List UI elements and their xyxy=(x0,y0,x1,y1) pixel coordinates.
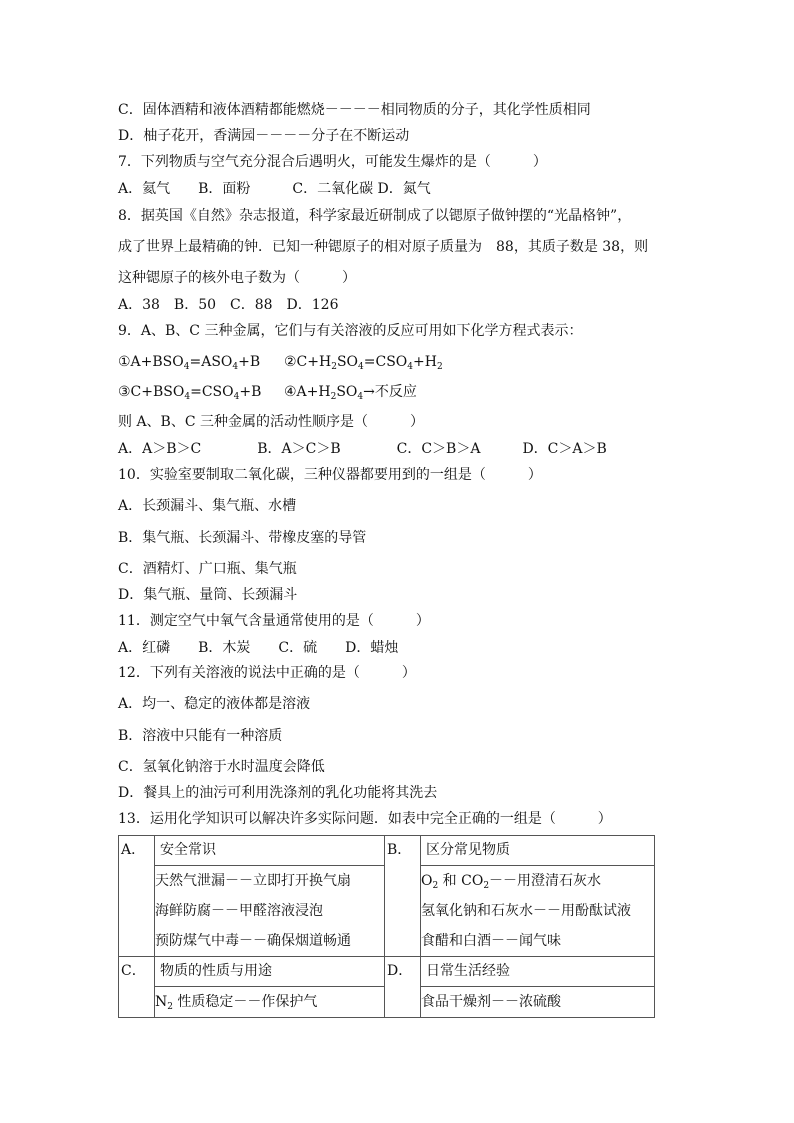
text: A．氦气 B．面粉 C．二氧化碳 D．氮气 xyxy=(118,181,431,197)
text: 则 A、B、C 三种金属的活动性顺序是（ ） xyxy=(118,414,425,430)
text: 11．测定空气中氧气含量通常使用的是（ ） xyxy=(118,613,430,629)
subscript: 4 xyxy=(183,362,190,372)
subscript: 2 xyxy=(330,392,337,402)
text: D．柚子花开，香满园－－－－分子在不断运动 xyxy=(118,128,410,144)
option-d-line xyxy=(118,126,409,146)
equation-2 xyxy=(284,352,443,372)
question-10 xyxy=(118,465,542,485)
option-c-line xyxy=(118,100,591,120)
question-9-prompt xyxy=(118,412,424,432)
text: 这种锶原子的核外电子数为（ ） xyxy=(118,270,356,286)
subscript: 4 xyxy=(358,362,364,372)
text: B．溶液中只能有一种溶质 xyxy=(118,728,283,744)
eq-part: +H xyxy=(413,354,437,370)
subscript: 2 xyxy=(167,1002,173,1012)
text: N xyxy=(155,994,168,1010)
equation-1 xyxy=(118,352,260,372)
table-item: 食品干燥剂－－浓硫酸 xyxy=(421,994,561,1010)
table-body-a xyxy=(155,866,385,957)
subscript: 2 xyxy=(331,362,337,372)
equation-4 xyxy=(284,382,417,402)
question-9 xyxy=(118,321,582,341)
table-item xyxy=(155,987,384,1017)
label-b: B． xyxy=(387,842,412,858)
question-11-options xyxy=(118,638,398,658)
question-10-d xyxy=(118,585,297,605)
eq-part: =ASO xyxy=(189,354,233,370)
question-8-options xyxy=(118,295,339,315)
question-11 xyxy=(118,611,430,631)
question-8-line3 xyxy=(118,268,356,288)
subscript: 4 xyxy=(407,362,413,372)
table-item: 预防煤气中毒－－确保烟道畅通 xyxy=(155,933,351,949)
eq-part: →不反应 xyxy=(363,384,417,400)
knowledge-table xyxy=(118,835,655,1018)
subscript: 2 xyxy=(483,881,490,891)
eq-part: ③C+BSO xyxy=(118,384,185,400)
table-head-d: 日常生活经验 xyxy=(421,957,655,987)
text: 9．A、B、C 三种金属，它们与有关溶液的反应可用如下化学方程式表示： xyxy=(118,323,583,339)
table-row xyxy=(119,836,655,866)
question-12-d xyxy=(118,783,437,803)
table-body-d xyxy=(421,987,655,1018)
table-head-a: 安全常识 xyxy=(155,836,385,866)
question-12 xyxy=(118,663,416,683)
eq-part: SO xyxy=(336,384,358,400)
text: 成了世界上最精确的钟．已知一种锶原子的相对原子质量为 88，其质子数是 38，则 xyxy=(118,239,649,255)
subscript: 4 xyxy=(233,392,240,402)
eq-part: ①A+BSO xyxy=(118,354,184,370)
subscript: 4 xyxy=(184,392,191,402)
question-9-options xyxy=(118,439,607,459)
question-7 xyxy=(118,152,547,172)
question-12-b xyxy=(118,726,282,746)
text: A．均一、稳定的液体都是溶液 xyxy=(118,696,311,712)
table-cell-label-c xyxy=(119,957,155,1018)
table-item xyxy=(421,866,654,896)
eq-part: SO xyxy=(336,354,359,370)
text: －－用澄清石灰水 xyxy=(489,873,602,889)
equation-3 xyxy=(118,382,261,402)
text: 10．实验室要制取二氧化碳，三种仪器都要用到的一组是（ ） xyxy=(118,467,542,483)
table-item: 天然气泄漏－－立即打开换气扇 xyxy=(155,873,351,889)
text: D．集气瓶、量筒、长颈漏斗 xyxy=(118,587,298,603)
table-cell-label-d xyxy=(385,957,421,1018)
text: A．A＞B＞C B．A＞C＞B C．C＞B＞A D．C＞A＞B xyxy=(118,441,607,457)
text: 和 CO xyxy=(438,873,484,889)
question-12-a xyxy=(118,694,310,714)
question-7-options xyxy=(118,179,431,199)
text: D．餐具上的油污可利用洗涤剂的乳化功能将其洗去 xyxy=(118,785,438,801)
text: 12．下列有关溶液的说法中正确的是（ ） xyxy=(118,665,416,681)
question-12-c xyxy=(118,757,325,777)
table-head-b: 区分常见物质 xyxy=(421,836,655,866)
label-a: A． xyxy=(121,842,146,858)
text: C．固体酒精和液体酒精都能燃烧－－－－相同物质的分子，其化学性质相同 xyxy=(118,102,591,118)
question-8-line2 xyxy=(118,237,648,257)
text: O xyxy=(421,873,433,889)
table-item: 海鲜防腐－－甲醛溶液浸泡 xyxy=(155,903,323,919)
question-13 xyxy=(118,809,612,829)
question-10-a xyxy=(118,496,296,516)
table-cell-label-a xyxy=(119,836,155,957)
table-item: 食醋和白酒－－闻气味 xyxy=(421,933,561,949)
table-row xyxy=(119,957,655,987)
eq-part: +B xyxy=(238,354,261,370)
text: A．长颈漏斗、集气瓶、水槽 xyxy=(118,498,297,514)
text: 13．运用化学知识可以解决许多实际问题．如表中完全正确的一组是（ ） xyxy=(118,811,612,827)
subscript: 4 xyxy=(232,362,239,372)
table-cell-label-b xyxy=(385,836,421,957)
table-body-c xyxy=(155,987,385,1018)
question-10-b xyxy=(118,528,366,548)
eq-part: ④A+H xyxy=(284,384,331,400)
text: C．氢氧化钠溶于水时温度会降低 xyxy=(118,759,325,775)
label-d: D． xyxy=(387,963,413,979)
eq-part: ②C+H xyxy=(284,354,332,370)
question-8-line1 xyxy=(118,206,631,226)
text: B．集气瓶、长颈漏斗、带橡皮塞的导管 xyxy=(118,530,367,546)
table-body-b xyxy=(421,866,655,957)
text: A．38 B．50 C．88 D．126 xyxy=(118,297,339,313)
question-10-c xyxy=(118,559,297,579)
text: A．红磷 B．木炭 C．硫 D．蜡烛 xyxy=(118,640,399,656)
eq-part: +B xyxy=(239,384,262,400)
text: C．酒精灯、广口瓶、集气瓶 xyxy=(118,561,297,577)
table-item: 氢氧化钠和石灰水－－用酚酞试液 xyxy=(421,903,631,919)
subscript: 2 xyxy=(432,881,439,891)
text: 7．下列物质与空气充分混合后遇明火，可能发生爆炸的是（ ） xyxy=(118,154,547,170)
text: 性质稳定－－作保护气 xyxy=(172,994,318,1010)
eq-part: =CSO xyxy=(363,354,408,370)
subscript: 2 xyxy=(436,362,443,372)
text: 8．据英国《自然》杂志报道，科学家最近研制成了以锶原子做钟摆的“光晶格钟”， xyxy=(118,208,632,224)
eq-part: =CSO xyxy=(190,384,234,400)
subscript: 4 xyxy=(357,392,364,402)
table-head-c: 物质的性质与用途 xyxy=(155,957,385,987)
label-c: C． xyxy=(121,963,146,979)
